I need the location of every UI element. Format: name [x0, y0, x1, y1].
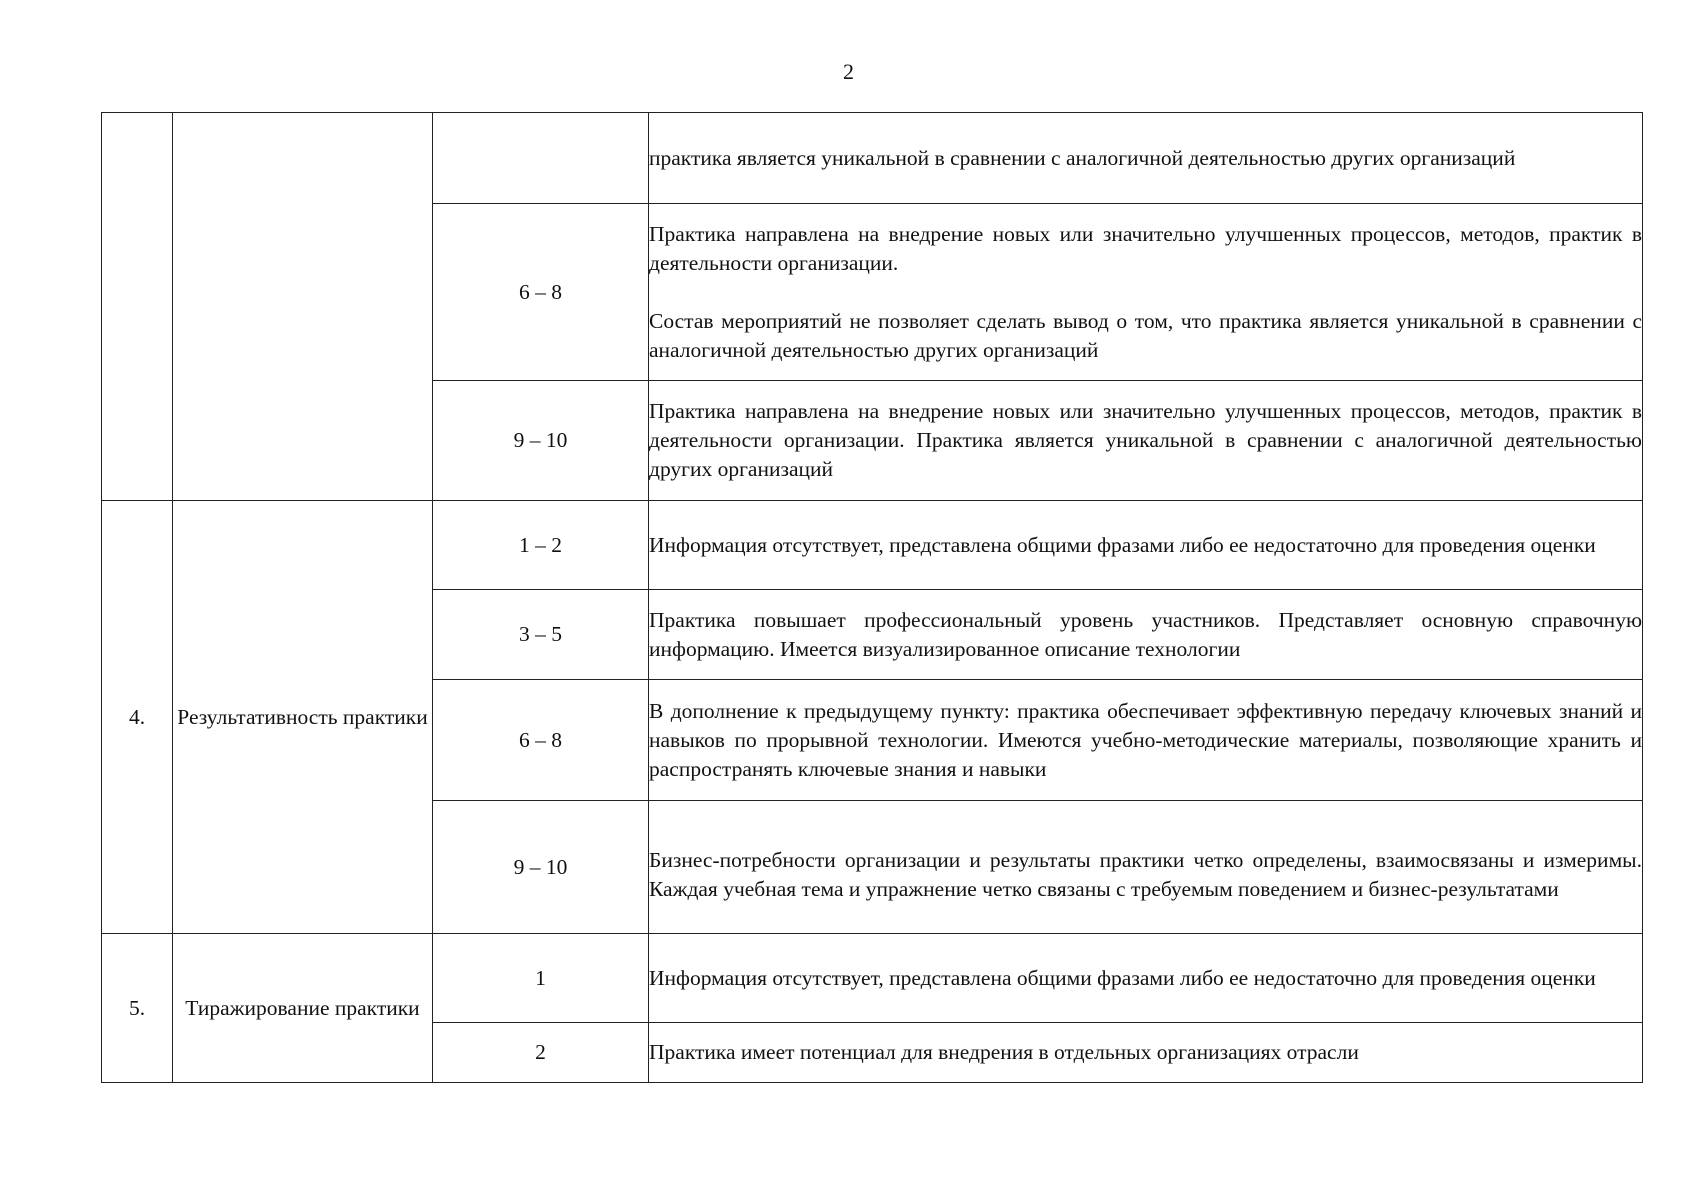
- description-cell: [649, 590, 1643, 680]
- description-cell: [649, 801, 1643, 934]
- description-text: практика является уникальной в сравнении с аналогичной деятельностью других организаций: [649, 145, 1516, 170]
- score-cell: [433, 113, 649, 204]
- criterion-name-cell: Тиражирование практики: [173, 934, 433, 1083]
- description-text: Информация отсутствует, представлена общими фразами либо ее недостаточно для проведения оценки: [649, 965, 1596, 990]
- criterion-name-cell: Результативность практики: [173, 501, 433, 934]
- evaluation-criteria-table: [101, 112, 1643, 1083]
- criterion-name-cell: [173, 113, 433, 501]
- description-cell: [649, 934, 1643, 1023]
- description-cell: [649, 680, 1643, 801]
- description-text: Практика направлена на внедрение новых или значительно улучшенных процессов, методов, практик в деятельности организации.: [649, 221, 1642, 275]
- score-cell: 2: [433, 1023, 649, 1083]
- description-text: Бизнес-потребности организации и результаты практики четко определены, взаимосвязаны и измеримы. Каждая учебная тема и упражнение четко связаны с требуемым поведением и бизнес-результатами: [649, 848, 1642, 901]
- description-cell: [649, 501, 1643, 590]
- description-text: В дополнение к предыдущему пункту: практика обеспечивает эффективную передачу ключевых знаний и навыков по прорывной технологии. Имеются учебно-методические материалы, позволяющие хранить и распространять ключевые знания и навыки: [649, 698, 1642, 781]
- score-cell: 9 – 10: [433, 801, 649, 934]
- page-number: 2: [843, 59, 854, 84]
- description-cell: [649, 204, 1643, 381]
- description-text: Информация отсутствует, представлена общими фразами либо ее недостаточно для проведения оценки: [649, 532, 1596, 557]
- description-cell: [649, 1023, 1643, 1083]
- criterion-number-cell: 4.: [102, 501, 173, 934]
- table-row: [102, 501, 1643, 590]
- score-cell: 6 – 8: [433, 680, 649, 801]
- table-row: [102, 934, 1643, 1023]
- description-text: Практика имеет потенциал для внедрения в отдельных организациях отрасли: [649, 1040, 1359, 1064]
- table-row: [102, 113, 1643, 204]
- description-text: Практика направлена на внедрение новых или значительно улучшенных процессов, методов, практик в деятельности организации. Практика является уникальной в сравнении с аналогичной деятельностью других организаций: [649, 399, 1642, 481]
- description-text: Состав мероприятий не позволяет сделать вывод о том, что практика является уникальной в сравнении с аналогичной деятельностью других организаций: [649, 308, 1642, 362]
- score-cell: 6 – 8: [433, 204, 649, 381]
- criterion-number-cell: [102, 113, 173, 501]
- score-cell: 3 – 5: [433, 590, 649, 680]
- description-text: Практика повышает профессиональный уровень участников. Представляет основную справочную информацию. Имеется визуализированное описание технологии: [649, 607, 1642, 661]
- score-cell: 9 – 10: [433, 381, 649, 501]
- score-cell: 1 – 2: [433, 501, 649, 590]
- description-cell: [649, 113, 1643, 204]
- score-cell: 1: [433, 934, 649, 1023]
- description-cell: [649, 381, 1643, 501]
- criterion-number-cell: 5.: [102, 934, 173, 1083]
